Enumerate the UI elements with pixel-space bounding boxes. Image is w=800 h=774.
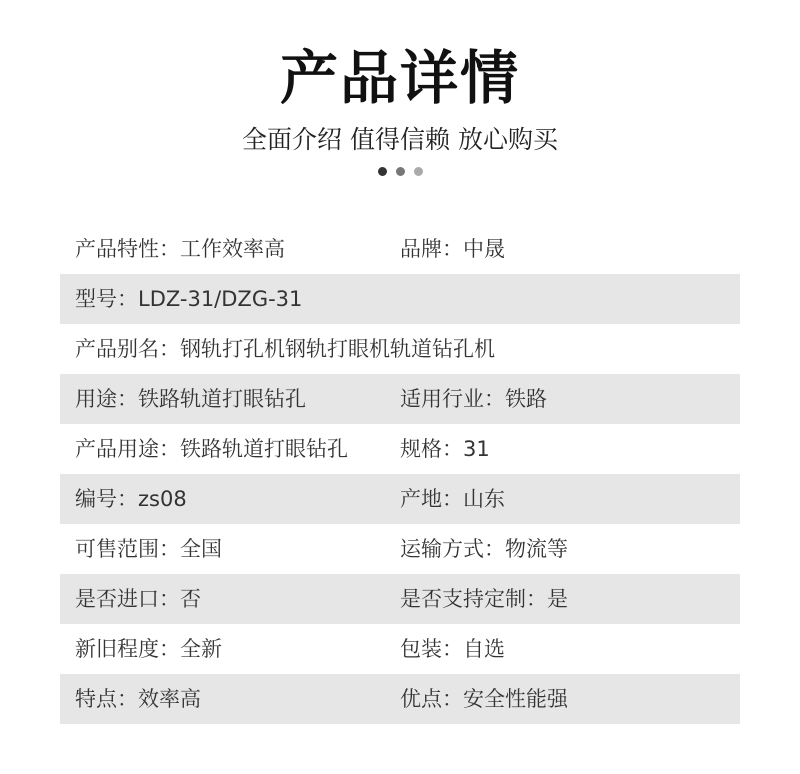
spec-cell-left: 新旧程度：全新 [75, 637, 222, 661]
spec-cell-left: 特点：效率高 [75, 687, 201, 711]
spec-cell-right: 品牌：中晟 [400, 237, 505, 261]
spec-row [60, 574, 740, 624]
spec-row [60, 524, 740, 574]
pagination-dots [0, 167, 800, 176]
spec-cell: 产品别名：钢轨打孔机钢轨打眼机轨道钻孔机 [75, 337, 495, 361]
page-subtitle: 全面介绍 值得信赖 放心购买 [242, 125, 558, 154]
page-title: 产品详情 [279, 44, 520, 112]
spec-cell-left: 用途：铁路轨道打眼钻孔 [75, 387, 306, 411]
spec-row [60, 424, 740, 474]
spec-cell-right: 运输方式：物流等 [400, 537, 568, 561]
spec-cell-right: 规格：31 [400, 437, 490, 461]
spec-row [60, 324, 740, 374]
spec-row [60, 274, 740, 324]
spec-cell-right: 适用行业：铁路 [400, 387, 547, 411]
spec-cell-right: 是否支持定制：是 [400, 587, 568, 611]
spec-cell-left: 产品用途：铁路轨道打眼钻孔 [75, 437, 348, 461]
spec-cell: 型号：LDZ-31/DZG-31 [75, 287, 303, 311]
spec-cell-right: 产地：山东 [400, 487, 505, 511]
spec-cell-left: 产品特性：工作效率高 [75, 237, 285, 261]
spec-row [60, 674, 740, 724]
spec-cell-left: 可售范围：全国 [75, 537, 222, 561]
spec-table [60, 224, 740, 724]
spec-cell-left: 是否进口：否 [75, 587, 201, 611]
spec-cell-right: 优点：安全性能强 [400, 687, 568, 711]
spec-row [60, 224, 740, 274]
spec-cell-right: 包装：自选 [400, 637, 505, 661]
spec-cell-left: 编号：zs08 [75, 487, 187, 511]
spec-row [60, 624, 740, 674]
dot-3 [414, 167, 423, 176]
spec-row [60, 474, 740, 524]
spec-row [60, 374, 740, 424]
dot-2 [396, 167, 405, 176]
dot-1 [378, 167, 387, 176]
